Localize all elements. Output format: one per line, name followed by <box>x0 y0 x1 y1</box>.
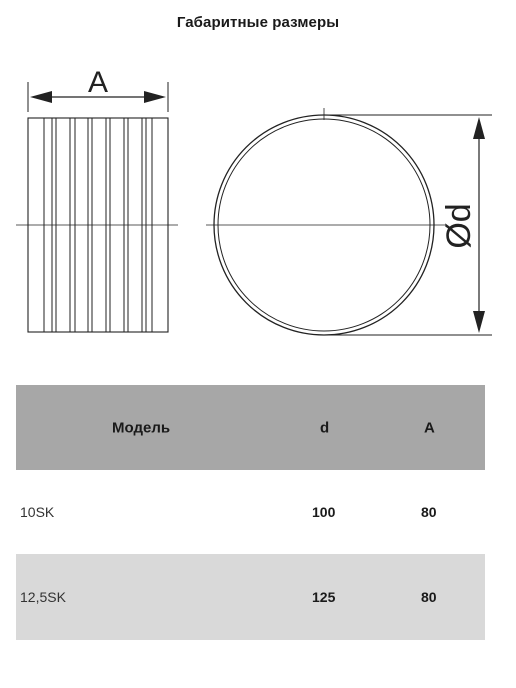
header-a: A <box>424 419 435 436</box>
cell-a: 80 <box>421 589 437 605</box>
cell-d: 125 <box>312 589 336 605</box>
cell-model: 12,5SK <box>20 589 66 605</box>
table-row <box>16 554 485 640</box>
table-header-row <box>16 385 485 470</box>
dimensions-table <box>16 385 485 640</box>
table-row <box>16 470 485 554</box>
cell-d: 100 <box>312 504 336 520</box>
side-view <box>16 82 178 332</box>
cell-a: 80 <box>421 504 437 520</box>
cell-model: 10SK <box>20 504 55 520</box>
header-d: d <box>320 419 330 436</box>
dimension-label-a: A <box>87 66 109 99</box>
diameter-label: Ød <box>440 203 478 249</box>
page-title: Габаритные размеры <box>176 14 340 31</box>
header-model: Модель <box>112 419 171 436</box>
